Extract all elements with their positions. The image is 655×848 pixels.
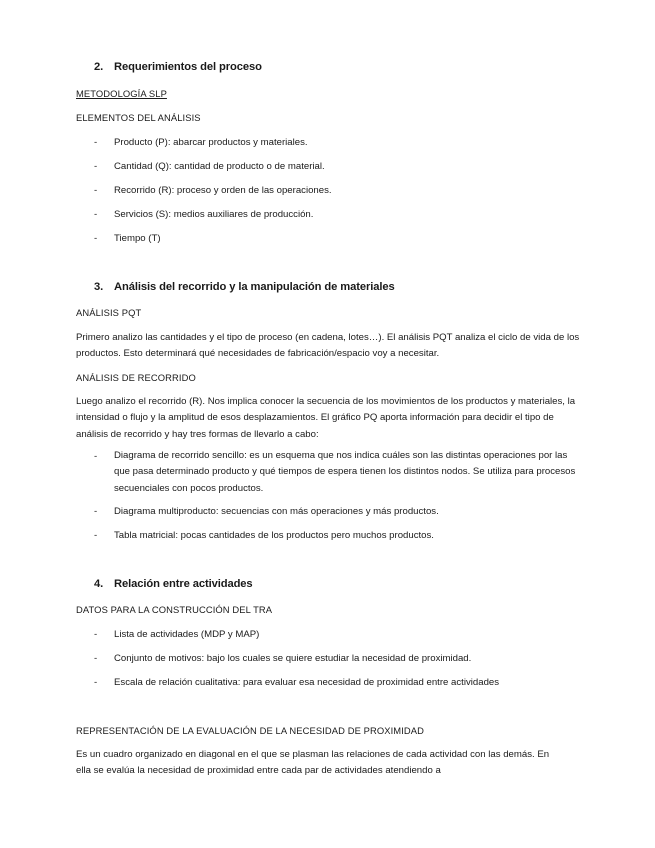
- recorrido-paragraph: Luego analizo el recorrido (R). Nos implica conocer la secuencia de los movimientos de los productos y materiales, la intensidad o flujo y la amplitud de esos desplazamientos. El gráfico PQ aporta información para decidir el tipo de análisis de recorrido y hay tres formas de llevarlo a cabo:: [76, 396, 576, 440]
- bullet-dash: -: [94, 209, 98, 220]
- recorrido-heading: ANÁLISIS DE RECORRIDO: [76, 372, 196, 383]
- list-item: Diagrama de recorrido sencillo: es un esquema que nos indica cuáles son las distintas operaciones por las que pasa determinado producto y qué tiempos de espera tienen los distintos nodos. Se utiliza para procesos secuenciales con pocos productos.: [114, 450, 576, 494]
- list-item: Escala de relación cualitativa: para evaluar esa necesidad de proximidad entre actividades: [114, 677, 500, 688]
- bullet-dash: -: [94, 506, 98, 517]
- bullet-dash: -: [94, 185, 98, 196]
- section-2-number: 2.: [94, 61, 104, 73]
- bullet-dash: -: [94, 653, 98, 664]
- bullet-dash: -: [94, 233, 98, 244]
- list-item: Tiempo (T): [114, 233, 161, 244]
- list-item: Tabla matricial: pocas cantidades de los productos pero muchos productos.: [114, 530, 434, 541]
- bullet-dash: -: [94, 137, 98, 148]
- bullet-dash: -: [94, 629, 98, 640]
- section-4-heading: [94, 578, 253, 590]
- section-3-heading: [94, 281, 395, 293]
- section-2-heading: [94, 61, 262, 73]
- list-item: Servicios (S): medios auxiliares de producción.: [114, 209, 314, 220]
- bullet-dash: -: [94, 161, 98, 172]
- bullet-dash: -: [94, 677, 98, 688]
- list-item: Cantidad (Q): cantidad de producto o de material.: [114, 161, 325, 172]
- list-item: Diagrama multiproducto: secuencias con más operaciones y más productos.: [114, 506, 439, 517]
- elements-heading: ELEMENTOS DEL ANÁLISIS: [76, 112, 201, 123]
- pqt-heading: ANÁLISIS PQT: [76, 307, 142, 318]
- section-4-title: Relación entre actividades: [114, 578, 253, 590]
- list-item: Recorrido (R): proceso y orden de las operaciones.: [114, 185, 332, 196]
- tra-data-heading: DATOS PARA LA CONSTRUCCIÓN DEL TRA: [76, 604, 273, 615]
- section-4-number: 4.: [94, 578, 104, 590]
- list-item: Producto (P): abarcar productos y materiales.: [114, 137, 308, 148]
- list-item: Lista de actividades (MDP y MAP): [114, 629, 260, 640]
- representation-paragraph: Es un cuadro organizado en diagonal en el que se plasman las relaciones de cada actividad con las demás. En ella se evalúa la necesidad de proximidad entre cada par de actividades atendiendo a: [76, 749, 550, 777]
- bullet-dash: -: [94, 530, 98, 541]
- representation-heading: REPRESENTACIÓN DE LA EVALUACIÓN DE LA NECESIDAD DE PROXIMIDAD: [76, 725, 425, 736]
- section-3-number: 3.: [94, 281, 104, 293]
- list-item: Conjunto de motivos: bajo los cuales se quiere estudiar la necesidad de proximidad.: [114, 653, 472, 664]
- pqt-paragraph: Primero analizo las cantidades y el tipo de proceso (en cadena, lotes…). El análisis PQT analiza el ciclo de vida de los productos. Esto determinará qué necesidades de fabricación/espacio voy a necesitar.: [76, 332, 580, 360]
- section-2-title: Requerimientos del proceso: [114, 61, 262, 73]
- bullet-dash: -: [94, 451, 98, 462]
- method-heading: METODOLOGÍA SLP: [76, 88, 167, 99]
- section-3-title: Análisis del recorrido y la manipulación de materiales: [114, 281, 395, 293]
